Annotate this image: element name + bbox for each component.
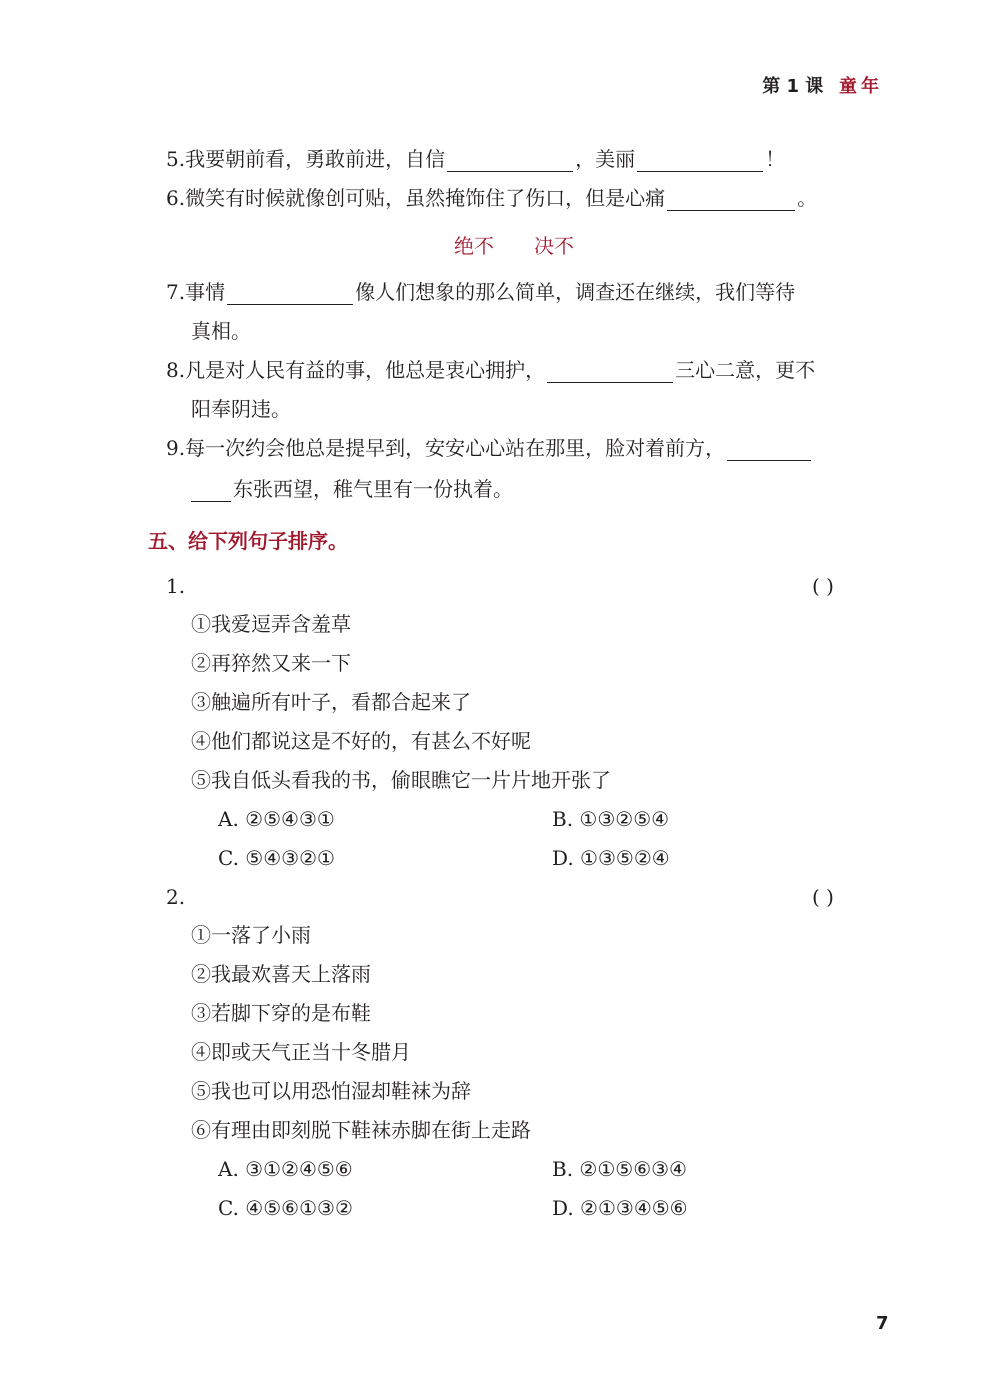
question-text: 东张西望，稚气里有一份执着。 [233,477,513,501]
question-8 [166,357,815,383]
sentence-item: ②我最欢喜天上落雨 [191,962,371,986]
question-text: 每一次约会他总是提早到，安安心心站在那里，脸对着前方， [185,436,726,460]
answer-blank[interactable] [637,149,763,172]
sentence-item: ⑤我自低头看我的书，偷眼瞧它一片片地开张了 [191,768,611,792]
question-text: ，美丽 [575,147,636,171]
answer-parentheses[interactable]: ( ) [812,574,834,598]
answer-blank[interactable] [547,360,673,383]
option-a[interactable]: A. ②⑤④③① [218,807,335,831]
question-text: 事情 [185,280,226,304]
question-number: 7. [166,280,186,304]
sentence-item: ④他们都说这是不好的，有甚么不好呢 [191,729,531,753]
option-c[interactable]: C. ⑤④③②① [218,846,335,870]
question-8-cont [191,396,291,422]
option-d[interactable]: D. ②①③④⑤⑥ [552,1196,688,1220]
sort-question-2-number: 2. [166,885,186,909]
answer-blank[interactable] [727,438,811,461]
answer-blank[interactable] [667,188,795,211]
question-text: 我要朝前看，勇敢前进，自信 [185,147,446,171]
sentence-item: ⑥有理由即刻脱下鞋袜赤脚在街上走路 [191,1118,531,1142]
question-7-cont [191,318,251,344]
question-text: 三心二意，更不 [675,358,816,382]
choice-word: 决不 [534,234,574,258]
question-7 [166,279,795,305]
page-number: 7 [876,1313,889,1334]
question-text: 微笑有时候就像创可贴，虽然掩饰住了伤口，但是心痛 [185,186,666,210]
page-header [762,72,883,98]
question-text: 。 [797,186,818,210]
lesson-title: 童年 [839,76,883,97]
answer-blank[interactable] [227,282,353,305]
question-9 [166,435,813,461]
question-number: 6. [166,186,186,210]
choice-word: 绝不 [454,234,494,258]
lesson-number: 第 1 课 [762,76,824,97]
question-text: 像人们想象的那么简单，调查还在继续，我们等待 [355,280,796,304]
sentence-item: ②再猝然又来一下 [191,651,351,675]
sentence-item: ③触遍所有叶子，看都合起来了 [191,690,471,714]
question-9-cont [191,476,513,502]
option-b[interactable]: B. ①③②⑤④ [552,807,670,831]
question-6 [166,185,817,211]
sentence-item: ①一落了小雨 [191,923,311,947]
answer-blank[interactable] [191,479,231,502]
option-a[interactable]: A. ③①②④⑤⑥ [218,1157,353,1181]
sentence-item: ⑤我也可以用恐怕湿却鞋袜为辞 [191,1079,471,1103]
section-5-title: 五、给下列句子排序。 [148,529,348,553]
sort-question-1-number: 1. [166,574,186,598]
option-b[interactable]: B. ②①⑤⑥③④ [552,1157,687,1181]
question-text: 阳奉阴违。 [191,397,291,421]
question-text: ！ [765,147,786,171]
answer-blank[interactable] [447,149,573,172]
word-choices [454,233,574,259]
question-number: 9. [166,436,186,460]
answer-parentheses[interactable]: ( ) [812,885,834,909]
question-text: 凡是对人民有益的事，他总是衷心拥护， [185,358,546,382]
sentence-item: ④即或天气正当十冬腊月 [191,1040,411,1064]
option-c[interactable]: C. ④⑤⑥①③② [218,1196,353,1220]
sentence-item: ③若脚下穿的是布鞋 [191,1001,371,1025]
question-number: 8. [166,358,186,382]
sentence-item: ①我爱逗弄含羞草 [191,612,351,636]
question-text: 真相。 [191,319,251,343]
option-d[interactable]: D. ①③⑤②④ [552,846,670,870]
question-5 [166,146,785,172]
question-number: 5. [166,147,186,171]
